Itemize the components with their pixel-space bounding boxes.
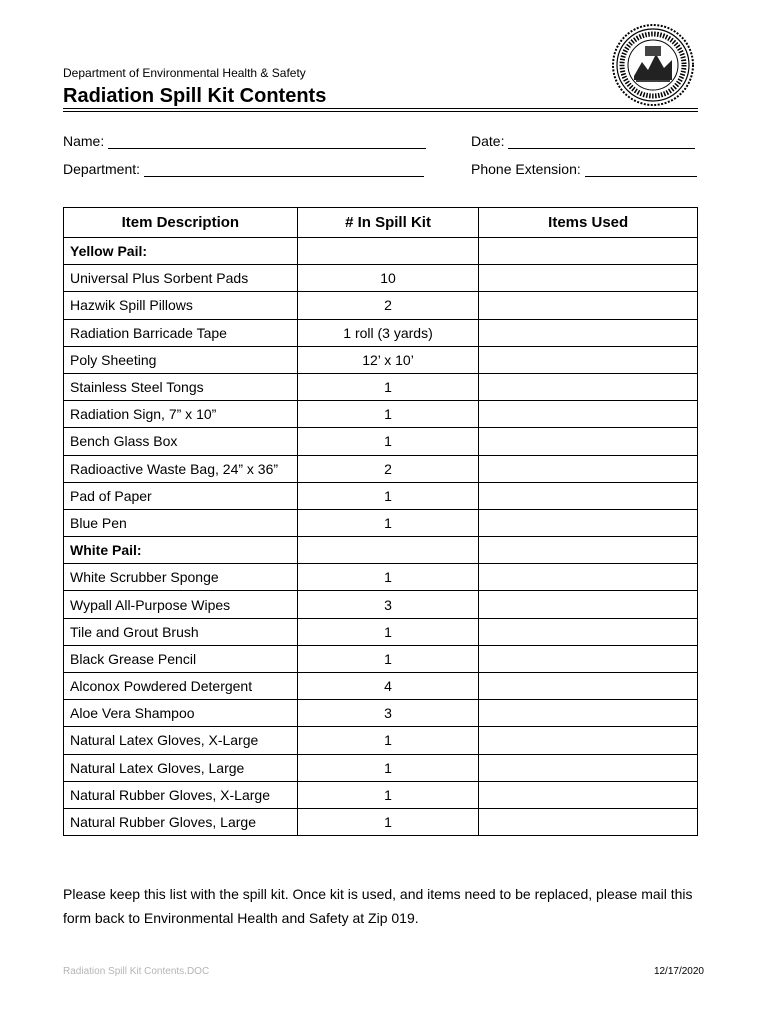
items-used-cell[interactable] [479,645,698,672]
item-description: Pad of Paper [64,482,298,509]
footer-filename: Radiation Spill Kit Contents.DOC [63,966,210,977]
table-row [64,727,698,754]
item-quantity: 1 [297,618,479,645]
table-section-row [64,238,698,265]
items-used-cell[interactable] [479,781,698,808]
items-used-cell[interactable] [479,727,698,754]
item-description: Natural Latex Gloves, Large [64,754,298,781]
instruction-note: Please keep this list with the spill kit. Once kit is used, and items need to be replaced, please mail this form back to Environmental Health and Safety at Zip 019. [63,886,693,926]
item-description: Hazwik Spill Pillows [64,292,298,319]
department-field[interactable] [63,161,424,177]
title-rule-bottom [63,111,698,112]
item-description: Stainless Steel Tongs [64,373,298,400]
item-description: Radiation Barricade Tape [64,319,298,346]
table-row [64,808,698,835]
item-description: Natural Latex Gloves, X-Large [64,727,298,754]
department-input-line[interactable] [144,162,424,177]
header-in-spill-kit: # In Spill Kit [297,208,479,238]
item-description: Universal Plus Sorbent Pads [64,265,298,292]
item-description: Blue Pen [64,509,298,536]
table-row [64,591,698,618]
phone-label: Phone Extension: [471,161,581,177]
table-row [64,346,698,373]
table-row [64,618,698,645]
department-heading: Department of Environmental Health & Safety [63,66,306,80]
item-description: Black Grease Pencil [64,645,298,672]
section-label: White Pail: [64,537,298,564]
footer-date: 12/17/2020 [653,966,704,977]
items-used-cell[interactable] [479,673,698,700]
item-description: Bench Glass Box [64,428,298,455]
item-quantity: 12’ x 10’ [297,346,479,373]
item-quantity: 1 [297,482,479,509]
date-field[interactable] [471,133,695,149]
items-used-cell[interactable] [479,346,698,373]
table-row [64,645,698,672]
item-description: Natural Rubber Gloves, X-Large [64,781,298,808]
item-quantity: 1 [297,401,479,428]
item-quantity [297,238,479,265]
items-used-cell[interactable] [479,238,698,265]
item-description: Tile and Grout Brush [64,618,298,645]
name-input-line[interactable] [108,134,426,149]
header-item-description: Item Description [64,208,298,238]
spill-kit-table [63,207,698,836]
item-quantity: 3 [297,700,479,727]
items-used-cell[interactable] [479,265,698,292]
item-quantity: 2 [297,455,479,482]
table-row [64,292,698,319]
table-row [64,754,698,781]
items-used-cell[interactable] [479,455,698,482]
table-row [64,700,698,727]
items-used-cell[interactable] [479,509,698,536]
table-row [64,373,698,400]
phone-field[interactable] [471,161,697,177]
date-input-line[interactable] [508,134,695,149]
item-quantity: 1 roll (3 yards) [297,319,479,346]
name-label: Name: [63,133,105,149]
phone-input-line[interactable] [585,162,697,177]
items-used-cell[interactable] [479,754,698,781]
items-used-cell[interactable] [479,808,698,835]
items-used-cell[interactable] [479,482,698,509]
item-quantity: 1 [297,509,479,536]
department-label: Department: [63,161,141,177]
item-description: Natural Rubber Gloves, Large [64,808,298,835]
page-title: Radiation Spill Kit Contents [63,85,327,107]
item-quantity [297,537,479,564]
items-used-cell[interactable] [479,537,698,564]
items-used-cell[interactable] [479,564,698,591]
item-quantity: 4 [297,673,479,700]
item-quantity: 3 [297,591,479,618]
items-used-cell[interactable] [479,319,698,346]
table-row [64,781,698,808]
item-description: Poly Sheeting [64,346,298,373]
items-used-cell[interactable] [479,401,698,428]
table-row [64,428,698,455]
item-description: Radiation Sign, 7” x 10” [64,401,298,428]
table-row [64,401,698,428]
table-header-row [64,208,698,238]
items-used-cell[interactable] [479,373,698,400]
items-used-cell[interactable] [479,700,698,727]
item-quantity: 1 [297,428,479,455]
item-quantity: 1 [297,564,479,591]
name-field[interactable] [63,133,426,149]
items-used-cell[interactable] [479,618,698,645]
item-quantity: 10 [297,265,479,292]
table-row [64,509,698,536]
date-label: Date: [471,133,505,149]
table-row [64,265,698,292]
university-seal-icon [612,24,694,106]
item-quantity: 1 [297,754,479,781]
item-quantity: 1 [297,808,479,835]
item-description: White Scrubber Sponge [64,564,298,591]
title-rule-top [63,108,698,109]
item-quantity: 1 [297,781,479,808]
items-used-cell[interactable] [479,591,698,618]
table-row [64,482,698,509]
header-items-used: Items Used [479,208,698,238]
item-quantity: 1 [297,645,479,672]
item-description: Radioactive Waste Bag, 24” x 36” [64,455,298,482]
item-description: Aloe Vera Shampoo [64,700,298,727]
table-row [64,564,698,591]
table-row [64,673,698,700]
items-used-cell[interactable] [479,292,698,319]
items-used-cell[interactable] [479,428,698,455]
item-quantity: 1 [297,727,479,754]
table-row [64,319,698,346]
table-row [64,455,698,482]
item-description: Alconox Powdered Detergent [64,673,298,700]
item-quantity: 1 [297,373,479,400]
section-label: Yellow Pail: [64,238,298,265]
item-description: Wypall All-Purpose Wipes [64,591,298,618]
item-quantity: 2 [297,292,479,319]
table-section-row [64,537,698,564]
